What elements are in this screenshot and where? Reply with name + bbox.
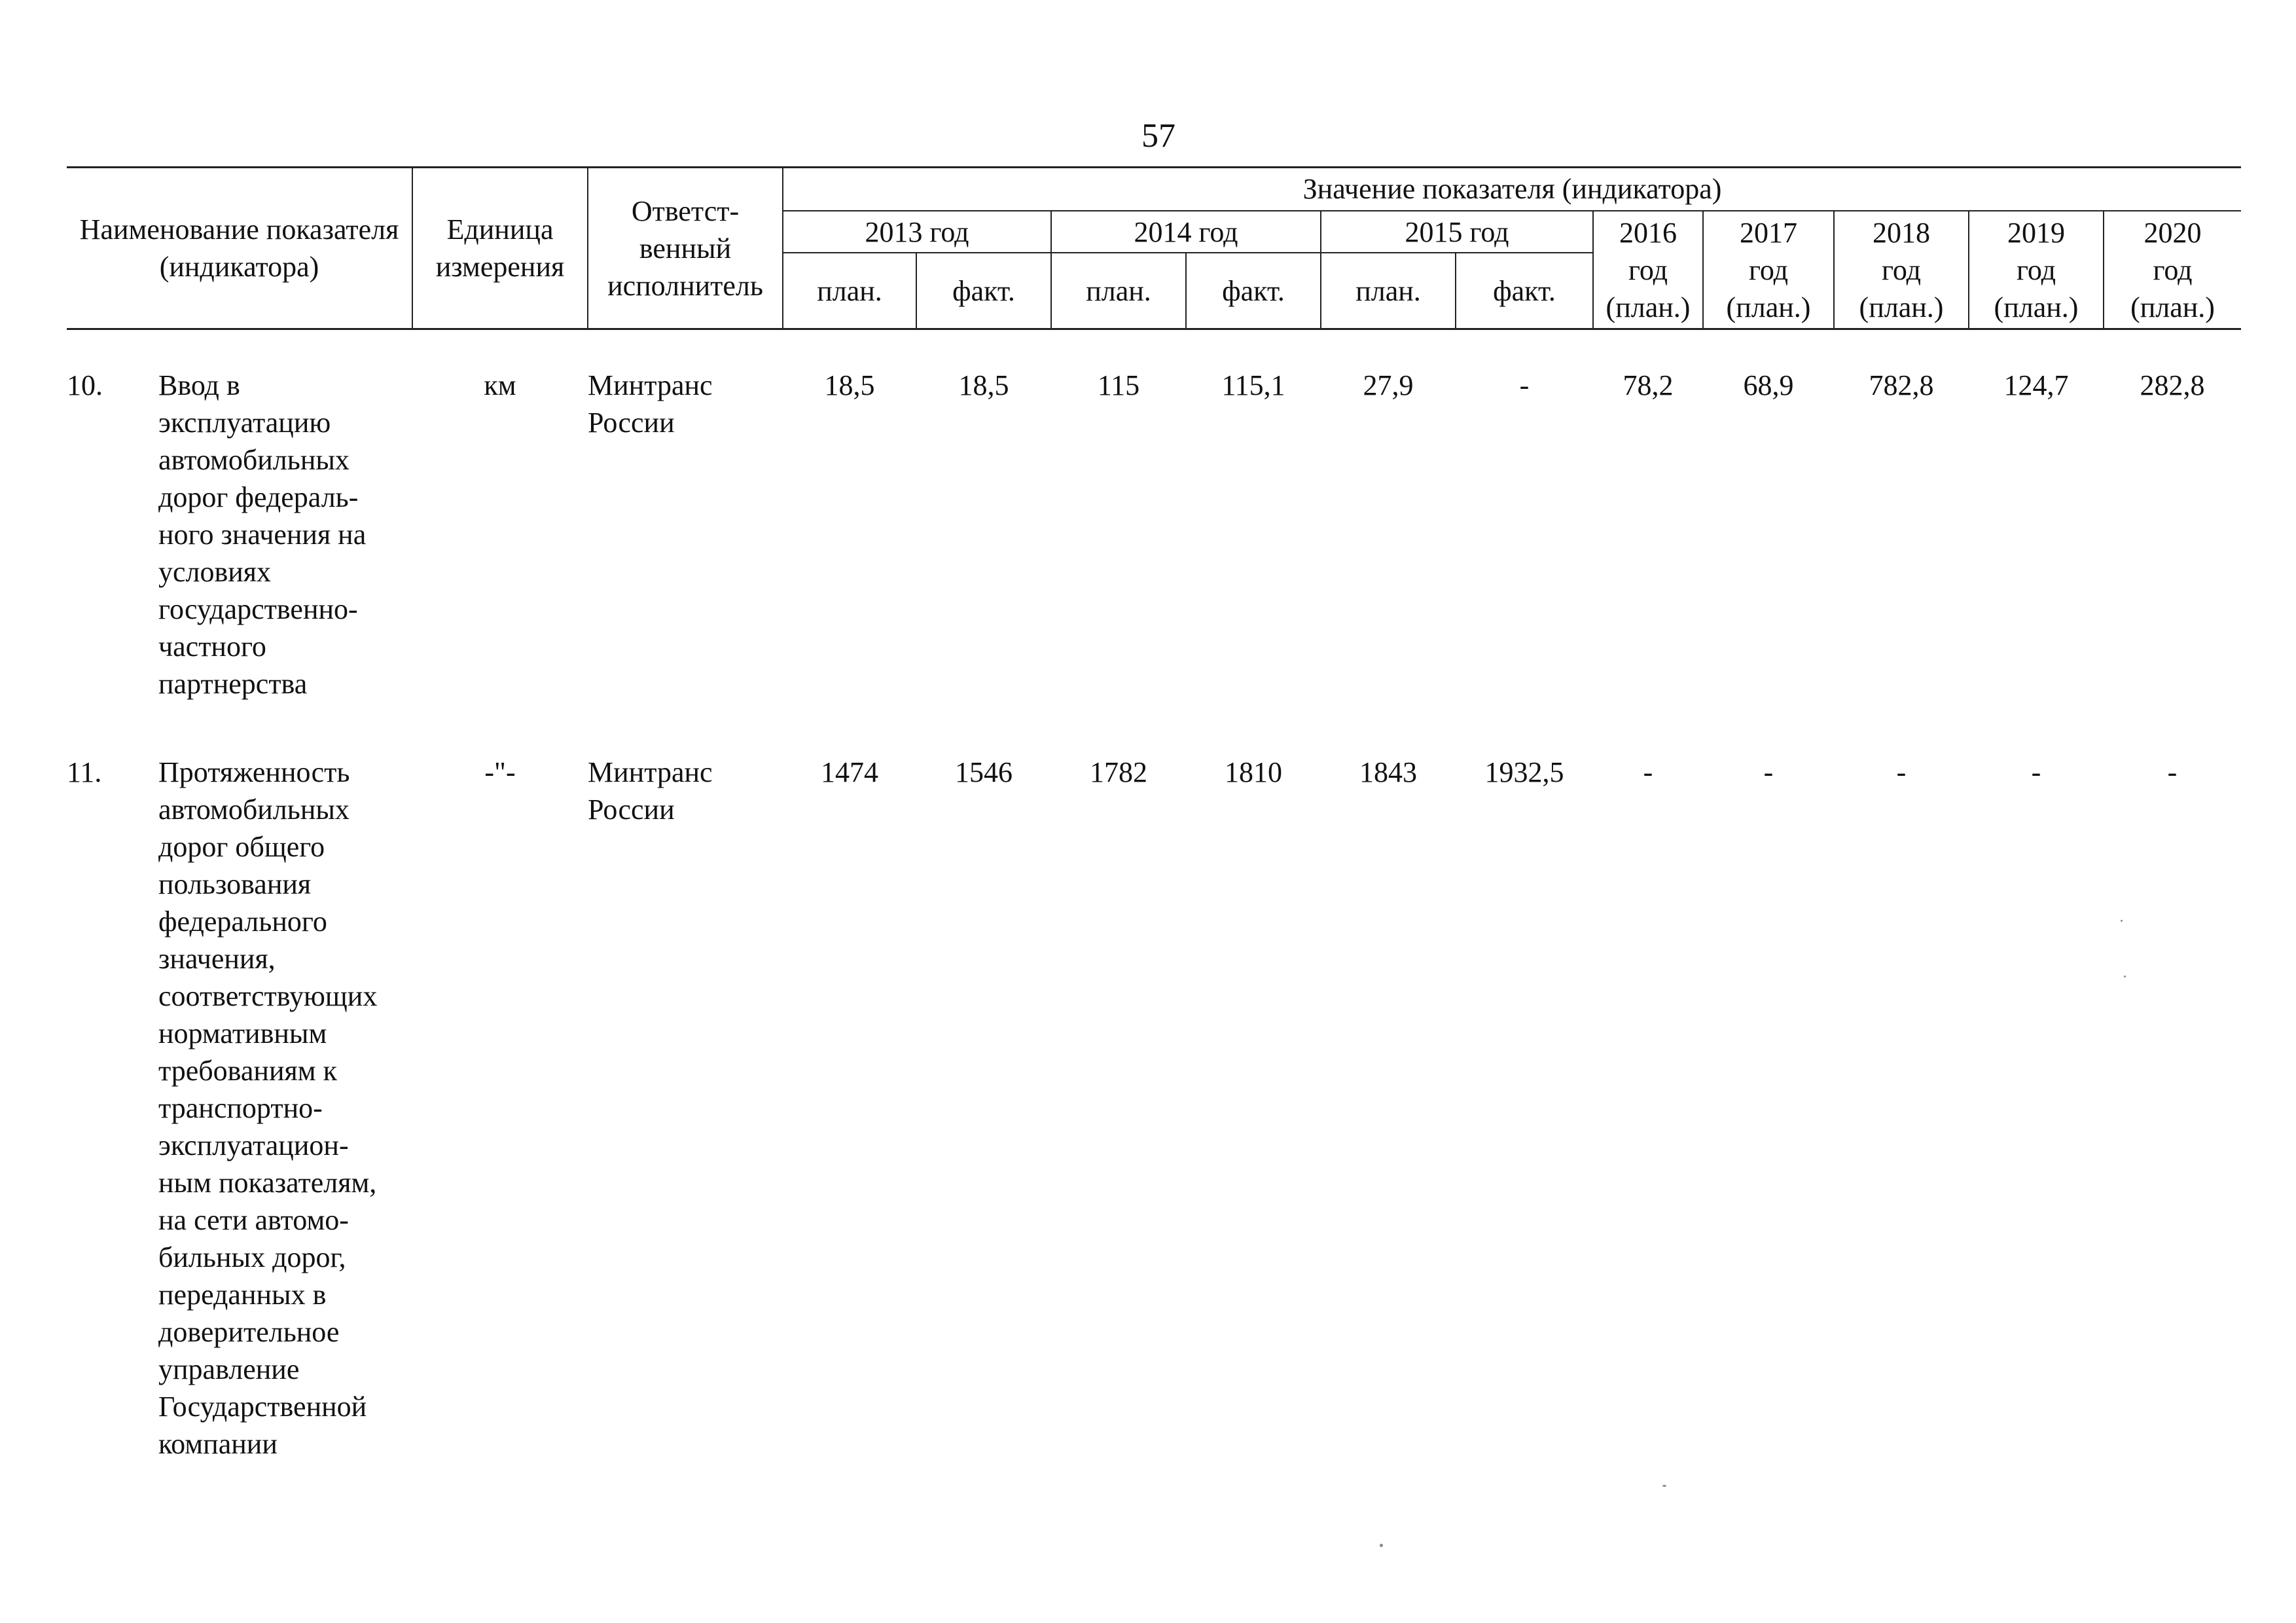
scan-speck bbox=[2124, 976, 2126, 977]
header-year-number: 2016 bbox=[1619, 216, 1677, 249]
value-2013-fact: 1546 bbox=[955, 756, 1013, 788]
value-2013-fact: 18,5 bbox=[958, 369, 1009, 401]
header-year-god: год bbox=[1881, 253, 1922, 286]
indicator-name-line: ным показателям, bbox=[158, 1167, 377, 1199]
row-number: 11. bbox=[67, 756, 102, 788]
indicator-name-line: Ввод в bbox=[158, 369, 240, 401]
header-fact: факт. bbox=[1456, 253, 1593, 329]
indicator-name-line: дорог общего bbox=[158, 831, 325, 863]
indicator-name-line: соответствующих bbox=[158, 980, 378, 1012]
name-layout bbox=[67, 754, 412, 1463]
indicator-name-line: автомобильных bbox=[158, 444, 350, 476]
indicator-name-line: ного значения на bbox=[158, 519, 367, 551]
header-year-number: 2020 bbox=[2144, 216, 2202, 249]
indicator-name-line: государственно- bbox=[158, 593, 358, 625]
executor-line: Минтранс bbox=[588, 369, 713, 401]
indicator-name-line: эксплуатацион- bbox=[158, 1129, 349, 1161]
indicator-name-line: значения, bbox=[158, 943, 276, 975]
row-number: 10. bbox=[67, 369, 103, 401]
value-2014-fact: 115,1 bbox=[1221, 369, 1285, 401]
header-year-number: 2018 bbox=[1873, 216, 1930, 249]
page-number: 57 bbox=[1141, 117, 1175, 155]
indicator-name-line: автомобильных bbox=[158, 793, 350, 826]
header-year-plan: (план.) bbox=[2130, 291, 2215, 323]
indicator-name-line: эксплуатацию bbox=[158, 407, 331, 439]
indicator-name-line: доверительное bbox=[158, 1316, 340, 1348]
header-executor-line: исполнитель bbox=[607, 269, 763, 302]
header-year-2015: 2015 год bbox=[1321, 211, 1593, 253]
unit-cell: -"- bbox=[484, 756, 516, 788]
indicator-name-line: бильных дорог, bbox=[158, 1241, 346, 1273]
value-2020-plan: 282,8 bbox=[2140, 369, 2205, 401]
scan-speck bbox=[1380, 1544, 1383, 1547]
table-row bbox=[67, 754, 2241, 1463]
header-year-2017 bbox=[1703, 211, 1834, 329]
value-2015-plan: 27,9 bbox=[1363, 369, 1414, 401]
unit-cell: км bbox=[484, 369, 516, 401]
indicator-name-line: Государственной bbox=[158, 1391, 367, 1423]
header-year-god: год bbox=[1748, 253, 1789, 286]
scan-speck bbox=[1662, 1485, 1666, 1487]
executor-cell bbox=[588, 367, 783, 702]
header-year-2019 bbox=[1969, 211, 2104, 329]
header-executor-line: Ответст- bbox=[631, 194, 740, 227]
header-year-number: 2017 bbox=[1740, 216, 1797, 249]
table-row bbox=[67, 367, 2241, 702]
value-2020-plan: - bbox=[2167, 756, 2178, 788]
indicator-name-line: управление bbox=[158, 1353, 300, 1385]
header-unit: Единица измерения bbox=[412, 168, 588, 329]
header-year-number: 2019 bbox=[2007, 216, 2065, 249]
indicator-name-line: Протяженность bbox=[158, 756, 350, 788]
value-2016-plan: - bbox=[1643, 756, 1653, 788]
indicator-name-line: требованиям к bbox=[158, 1055, 337, 1087]
value-2013-plan: 1474 bbox=[821, 756, 878, 788]
executor-line: Минтранс bbox=[588, 756, 713, 788]
header-fact: факт. bbox=[1186, 253, 1321, 329]
header-year-2016 bbox=[1593, 211, 1703, 329]
value-2015-plan: 1843 bbox=[1359, 756, 1417, 788]
header-year-god: год bbox=[1628, 253, 1668, 286]
header-executor-line: венный bbox=[639, 232, 732, 264]
executor-line: России bbox=[588, 793, 675, 826]
value-2019-plan: 124,7 bbox=[2003, 369, 2069, 401]
header-year-2014: 2014 год bbox=[1051, 211, 1321, 253]
indicator-name-cell bbox=[67, 754, 412, 1463]
value-2019-plan: - bbox=[2031, 756, 2041, 788]
value-2013-plan: 18,5 bbox=[824, 369, 875, 401]
value-2014-plan: 115 bbox=[1097, 369, 1140, 401]
value-2016-plan: 78,2 bbox=[1623, 369, 1674, 401]
header-year-2018 bbox=[1834, 211, 1969, 329]
indicators-table bbox=[67, 166, 2241, 1463]
header-executor bbox=[588, 168, 783, 329]
scan-speck bbox=[2121, 920, 2123, 922]
executor-line: России bbox=[588, 407, 675, 439]
value-2017-plan: - bbox=[1763, 756, 1774, 788]
indicator-name-line: условиях bbox=[158, 556, 272, 588]
header-year-god: год bbox=[2016, 253, 2056, 286]
header-year-2013: 2013 год bbox=[783, 211, 1051, 253]
value-2015-fact: - bbox=[1519, 369, 1530, 401]
header-plan: план. bbox=[1051, 253, 1186, 329]
indicator-name bbox=[158, 754, 412, 1463]
indicator-name-line: пользования bbox=[158, 868, 312, 900]
value-2018-plan: - bbox=[1896, 756, 1907, 788]
value-2017-plan: 68,9 bbox=[1743, 369, 1794, 401]
executor-cell bbox=[588, 754, 783, 1463]
indicator-name-line: федерального bbox=[158, 905, 327, 938]
header-year-plan: (план.) bbox=[1726, 291, 1811, 323]
header-year-2020 bbox=[2104, 211, 2241, 329]
header-year-plan: (план.) bbox=[1605, 291, 1691, 323]
header-year-god: год bbox=[2153, 253, 2193, 286]
indicator-name-line: транспортно- bbox=[158, 1092, 323, 1124]
indicator-name-line: на сети автомо- bbox=[158, 1204, 349, 1236]
indicator-name bbox=[158, 367, 412, 702]
indicator-name-line: компании bbox=[158, 1428, 278, 1460]
indicator-name-line: переданных в bbox=[158, 1279, 327, 1311]
indicator-name-cell bbox=[67, 367, 412, 702]
table-header bbox=[67, 168, 2241, 329]
header-plan: план. bbox=[783, 253, 916, 329]
header-plan: план. bbox=[1321, 253, 1456, 329]
value-2015-fact: 1932,5 bbox=[1484, 756, 1564, 788]
value-2014-plan: 1782 bbox=[1090, 756, 1147, 788]
header-fact: факт. bbox=[916, 253, 1051, 329]
value-2018-plan: 782,8 bbox=[1869, 369, 1934, 401]
indicator-name-line: частного bbox=[158, 630, 266, 663]
indicator-name-line: нормативным bbox=[158, 1017, 327, 1049]
header-value-group: Значение показателя (индикатора) bbox=[1302, 173, 1722, 205]
name-layout bbox=[67, 367, 412, 702]
indicator-name-line: партнерства bbox=[158, 668, 308, 700]
indicator-name-line: дорог федераль- bbox=[158, 481, 359, 513]
table-body bbox=[67, 329, 2241, 1463]
header-year-plan: (план.) bbox=[1859, 291, 1944, 323]
header-year-plan: (план.) bbox=[1994, 291, 2079, 323]
value-2014-fact: 1810 bbox=[1225, 756, 1282, 788]
header-name: Наименование показателя (индикатора) bbox=[67, 168, 412, 329]
